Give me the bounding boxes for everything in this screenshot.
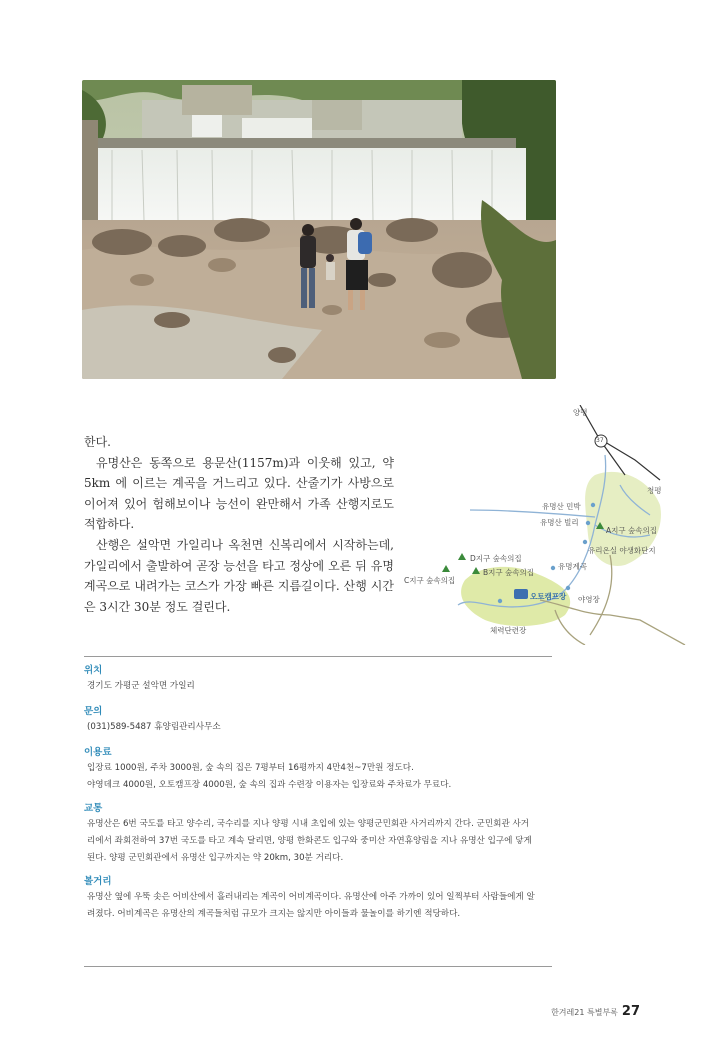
info-transport (84, 802, 554, 867)
area-map (404, 405, 715, 645)
body-paragraph-1: 한다. (84, 435, 111, 449)
fee-title: 이용료 (84, 747, 112, 758)
label-d-zone: D지구 숲속의집 (470, 554, 522, 563)
transport-line-1: 유명산은 6번 국도를 타고 양수리, 국수리를 지나 양평 시내 초입에 있는 양평군민회관 사거리까지 간다. 군민회관 사거 (87, 819, 530, 829)
page-number: 27 (621, 1004, 640, 1019)
info-fee (84, 746, 554, 794)
label-field: 야영장 (578, 595, 600, 604)
transport-line-2: 리에서 좌회전하여 37번 국도를 타고 계속 달리면, 양평 한화콘도 입구와 중미산 자연휴양림을 지나 유명산 입구에 닿게 (87, 836, 532, 846)
sights-title: 볼거리 (84, 876, 112, 887)
transport-line-3: 된다. 양평 군민회관에서 유명산 입구까지는 약 20km, 30분 거리다. (87, 853, 344, 863)
body-paragraph-2: 유명산은 동쪽으로 용문산(1157m)과 이웃해 있고, 약 5km 에 이르는 계곡을 거느리고 있다. 산줄기가 사방으로 이어져 있어 험해보이나 능선이 완만해서 가족 산행지로도 적합하다. (84, 455, 394, 532)
label-route-37: 37 (596, 437, 604, 444)
label-cheongpyeong: 청평 (647, 486, 662, 495)
label-c-zone: C지구 숲속의집 (404, 576, 456, 585)
label-mill: 유명산 민박 (542, 502, 581, 511)
divider-top (84, 656, 552, 657)
location-text: 경기도 가평군 설악면 가일리 (87, 681, 195, 691)
divider-bottom (84, 966, 552, 967)
info-location (84, 664, 554, 695)
contact-text: (031)589-5487 휴양림관리사무소 (87, 722, 221, 732)
label-center: 유리온실 야생화단지 (588, 546, 656, 555)
info-section (84, 664, 554, 923)
label-campsite: 오토캠프장 (530, 592, 567, 601)
label-valley: 유명계곡 (558, 562, 587, 571)
label-villa: 유명산 빌리 (540, 518, 579, 527)
waterfall-photo (82, 80, 556, 379)
page-footer (551, 1004, 640, 1019)
info-sights (84, 875, 554, 923)
publication-name: 한겨레21 특별부록 (551, 1008, 618, 1017)
contact-title: 문의 (84, 706, 103, 717)
fee-line-1: 입장료 1000원, 주차 3000원, 숲 속의 집은 7평부터 16평까지 4만4천~7만원 정도다. (87, 763, 414, 773)
label-b-zone: B지구 숲속의집 (483, 568, 534, 577)
transport-title: 교통 (84, 803, 103, 814)
label-a-zone: A지구 숲속의집 (606, 526, 657, 535)
info-contact (84, 705, 554, 736)
article-body (84, 432, 394, 617)
label-yangpyeong: 양평 (573, 408, 588, 417)
body-paragraph-3: 산행은 설악면 가일리나 옥천면 신복리에서 시작하는데, 가일리에서 출발하여 곧장 능선을 타고 정상에 오른 뒤 유명계곡으로 내려가는 코스가 가장 빠른 지름길이다. 산행 시간은 3시간 30분 정도 걸린다. (84, 537, 394, 614)
label-training: 체력단련장 (490, 626, 527, 635)
location-title: 위치 (84, 665, 103, 676)
sights-line-2: 려졌다. 어비계곡은 유명산의 계곡들처럼 규모가 크지는 않지만 아이들과 물놀이를 하기엔 적당하다. (87, 909, 461, 919)
sights-line-1: 유명산 옆에 우뚝 솟은 어비산에서 흘러내리는 계곡이 어비계곡이다. 유명산에 아주 가까이 있어 일찍부터 사람들에게 알 (87, 892, 535, 902)
fee-line-2: 야영데크 4000원, 오토캠프장 4000원, 숲 속의 집과 수련장 이용자는 입장료와 주차료가 무료다. (87, 780, 452, 790)
